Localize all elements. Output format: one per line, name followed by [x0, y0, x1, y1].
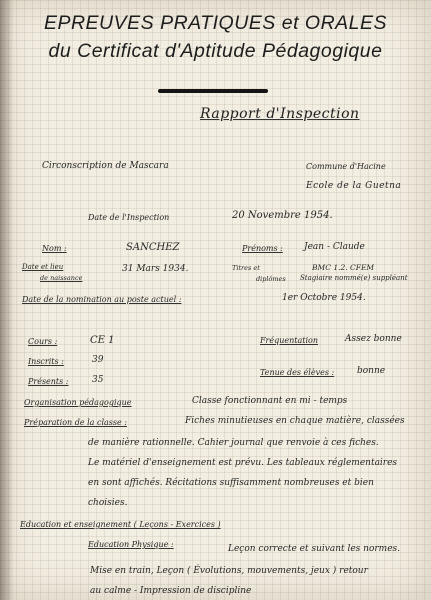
education-physique-line: au calme - Impression de discipline [90, 586, 252, 596]
ecole: Ecole de la Guetna [306, 181, 402, 191]
title-underline-rule [158, 89, 268, 93]
tenue-value: bonne [357, 366, 386, 376]
preparation-line: de manière rationnelle. Cahier journal que renvoie à ces fiches. [88, 438, 379, 448]
tenue-label: Tenue des élèves : [260, 368, 335, 377]
nom-value: SANCHEZ [126, 242, 180, 253]
report-title: Rapport d'Inspection [200, 106, 360, 122]
circonscription: Circonscription de Mascara [42, 161, 169, 171]
naissance-value: 31 Mars 1934. [122, 264, 189, 274]
presents-label: Présents : [28, 377, 69, 386]
preparation-line: Le matériel d'enseignement est prévu. Les tableaux réglementaires [88, 458, 398, 468]
education-label: Education et enseignement ( Leçons - Exercices ) [20, 520, 221, 529]
inscrits-label: Inscrits : [28, 357, 64, 366]
date-label: Date de l'Inspection [88, 213, 170, 222]
titres-value-1: BMC 1.2. CFEM [312, 263, 375, 272]
commune: Commune d'Hacine [306, 162, 386, 171]
form-title-line-1: EPREUVES PRATIQUES et ORALES [43, 12, 388, 34]
frequentation-value: Assez bonne [345, 334, 402, 344]
nom-label: Nom : [42, 244, 67, 253]
inscrits-value: 39 [92, 355, 104, 365]
education-physique-line: Mise en train, Leçon ( Évolutions, mouvements, jeux ) retour [90, 566, 368, 576]
naissance-label-2: de naissance [40, 274, 83, 282]
presents-value: 35 [92, 375, 104, 385]
education-physique-label: Education Physique : [88, 540, 174, 549]
naissance-label-1: Date et lieu [22, 263, 64, 271]
organisation-label: Organisation pédagogique [24, 398, 132, 407]
titres-label-1: Titres et [232, 264, 260, 272]
nomination-value: 1er Octobre 1954. [282, 293, 366, 303]
frequentation-label: Fréquentation [260, 336, 318, 345]
form-title-line-2: du Certificat d'Aptitude Pédagogique [48, 40, 383, 62]
cours-value: CE 1 [90, 335, 115, 346]
preparation-line: Fiches minutieuses en chaque matière, classées [185, 416, 405, 426]
nomination-label: Date de la nomination au poste actuel : [22, 295, 182, 304]
preparation-line: choisies. [88, 498, 128, 508]
cours-label: Cours : [28, 337, 58, 346]
prenoms-label: Prénoms : [242, 244, 283, 253]
education-physique-line: Leçon correcte et suivant les normes. [228, 544, 401, 554]
preparation-label: Préparation de la classe : [24, 418, 127, 427]
date-value: 20 Novembre 1954. [232, 210, 333, 221]
organisation-value: Classe fonctionnant en mi - temps [192, 396, 348, 406]
titres-label-2: diplômes [256, 275, 286, 283]
preparation-line: en sont affichés. Récitations suffisamment nombreuses et bien [88, 478, 374, 488]
titres-value-2: Stagiaire nommé(e) suppléant [300, 274, 408, 282]
prenoms-value: Jean - Claude [304, 242, 365, 252]
